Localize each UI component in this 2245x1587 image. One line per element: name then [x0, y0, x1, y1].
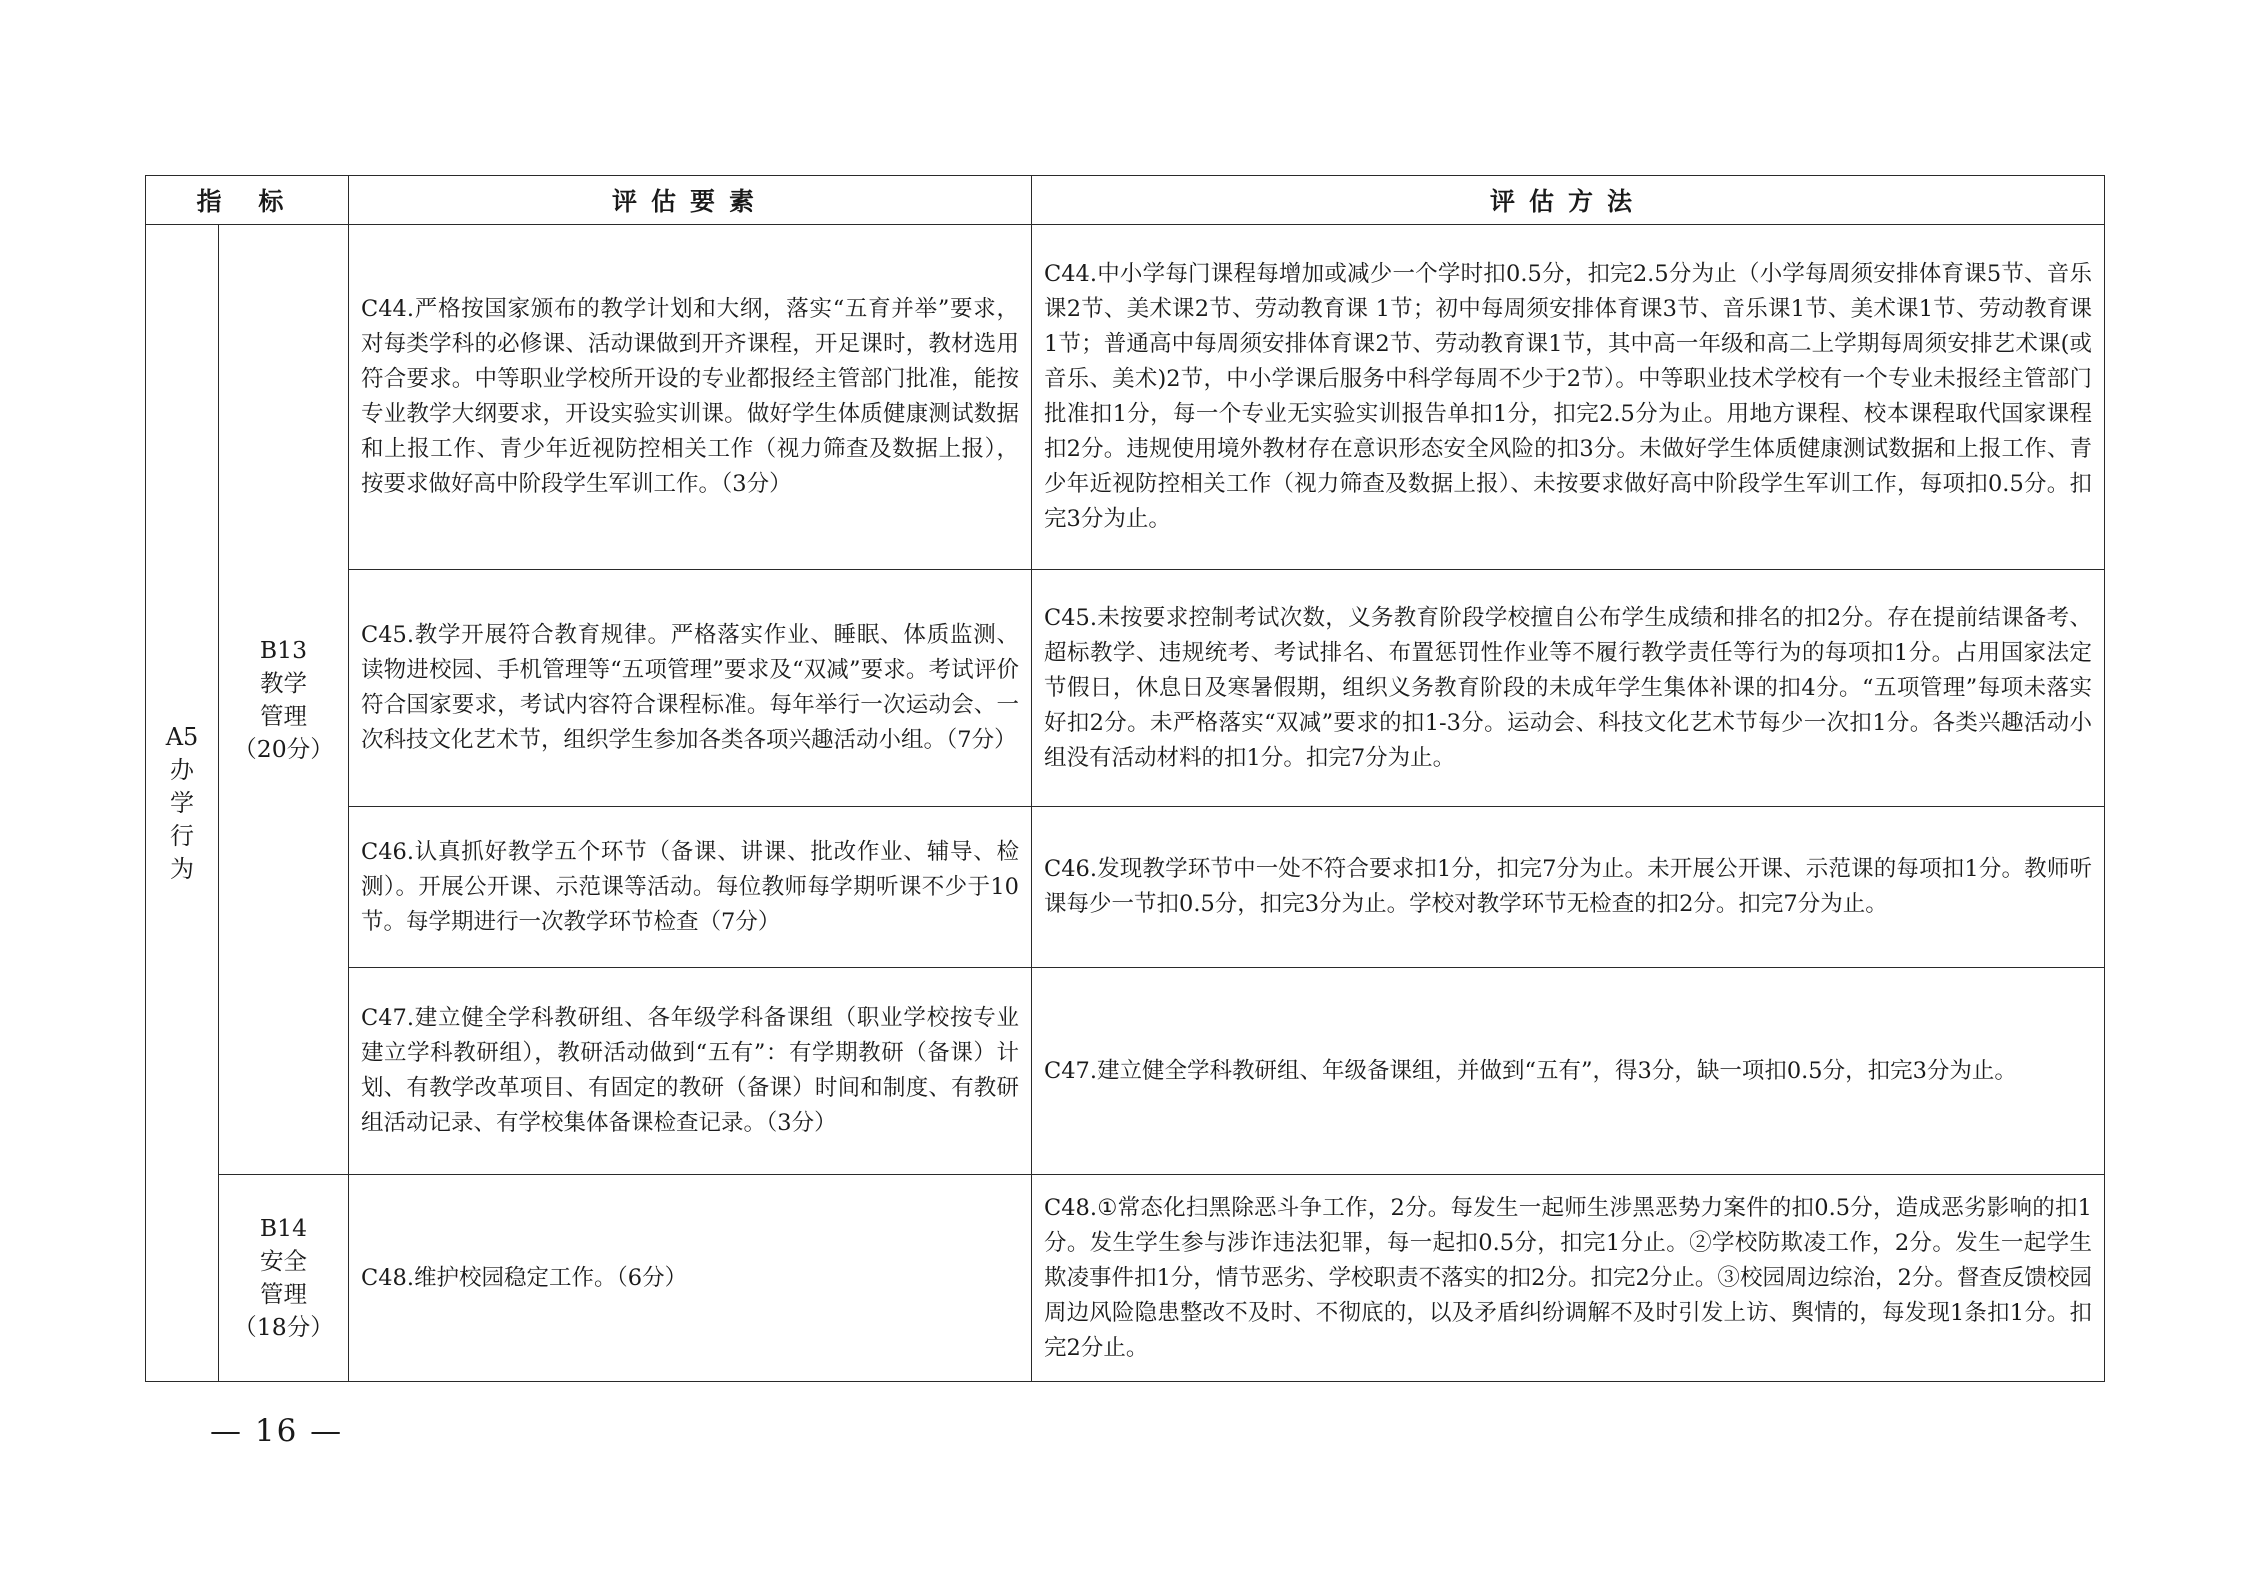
method-c44: C44.中小学每门课程每增加或减少一个学时扣0.5分，扣完2.5分为止（小学每周须安排体育课5节、音乐课2节、美术课2节、劳动教育课 1节；初中每周须安排体育课3节、音乐课1节、美术课1节、劳动教育课1节；普通高中每周须安排体育课2节、劳动教育课1节，其中高一年级和高二上学期每周须安排艺术课(或音乐、美术)2节，中小学课后服务中科学每周不少于2节）。中等职业技术学校有一个专业未报经主管部门批准扣1分，每一个专业无实验实训报告单扣1分，扣完2.5分为止。用地方课程、校本课程取代国家课程扣2分。违规使用境外教材存在意识形态安全风险的扣3分。未做好学生体质健康测试数据和上报工作、青少年近视防控相关工作（视力筛查及数据上报）、未按要求做好高中阶段学生军训工作，每项扣0.5分。扣完3分为止。 — [1032, 225, 2105, 570]
table-row-c45 — [146, 570, 2105, 807]
b13-code: B13 — [259, 635, 308, 664]
a-indicator-cell — [146, 225, 219, 1382]
element-c45: C45.教学开展符合教育规律。严格落实作业、睡眠、体质监测、读物进校园、手机管理等“五项管理”要求及“双减”要求。考试评价符合国家要求，考试内容符合课程标准。每年举行一次运动会、一次科技文化艺术节，组织学生参加各类各项兴趣活动小组。（7分） — [349, 570, 1032, 807]
table-row-c47 — [146, 968, 2105, 1175]
table-row-c46 — [146, 807, 2105, 968]
table-row-c48 — [146, 1175, 2105, 1382]
b13-indicator-cell — [219, 225, 349, 1175]
b13-points: （20分） — [233, 734, 334, 763]
method-c47: C47.建立健全学科教研组、年级备课组，并做到“五有”，得3分，缺一项扣0.5分，扣完3分为止。 — [1032, 968, 2105, 1175]
header-method: 评估方法 — [1032, 176, 2105, 225]
b13-name: 教学管理 — [260, 668, 307, 730]
table-row-c44 — [146, 225, 2105, 570]
a-indicator-label: 办学行为 — [170, 755, 194, 883]
header-indicator: 指 标 — [146, 176, 349, 225]
b14-indicator-cell — [219, 1175, 349, 1382]
method-c45: C45.未按要求控制考试次数，义务教育阶段学校擅自公布学生成绩和排名的扣2分。存在提前结课备考、超标教学、违规统考、考试排名、布置惩罚性作业等不履行教学责任等行为的每项扣1分。占用国家法定节假日，休息日及寒暑假期，组织义务教育阶段的未成年学生集体补课的扣4分。“五项管理”每项未落实好扣2分。未严格落实“双减”要求的扣1-3分。运动会、科技文化艺术节每少一次扣1分。各类兴趣活动小组没有活动材料的扣1分。扣完7分为止。 — [1032, 570, 2105, 807]
page-number: — 16 — — [210, 1413, 344, 1449]
b14-code: B14 — [259, 1214, 308, 1242]
method-c46: C46.发现教学环节中一处不符合要求扣1分，扣完7分为止。未开展公开课、示范课的每项扣1分。教师听课每少一节扣0.5分，扣完3分为止。学校对教学环节无检查的扣2分。扣完7分为止。 — [1032, 807, 2105, 968]
element-c47: C47.建立健全学科教研组、各年级学科备课组（职业学校按专业建立学科教研组），教研活动做到“五有”：有学期教研（备课）计划、有教学改革项目、有固定的教研（备课）时间和制度、有教研组活动记录、有学校集体备课检查记录。（3分） — [349, 968, 1032, 1175]
header-elements: 评估要素 — [349, 176, 1032, 225]
table-header-row — [146, 176, 2105, 225]
b14-points: （18分） — [233, 1313, 334, 1341]
method-c48: C48.①常态化扫黑除恶斗争工作，2分。每发生一起师生涉黑恶势力案件的扣0.5分，造成恶劣影响的扣1分。发生学生参与涉诈违法犯罪，每一起扣0.5分，扣完1分止。②学校防欺凌工作，2分。发生一起学生欺凌事件扣1分，情节恶劣、学校职责不落实的扣2分。扣完2分止。③校园周边综治，2分。督查反馈校园周边风险隐患整改不及时、不彻底的，以及矛盾纠纷调解不及时引发上访、舆情的，每发现1条扣1分。扣完2分止。 — [1032, 1175, 2105, 1382]
element-c44: C44.严格按国家颁布的教学计划和大纲，落实“五育并举”要求，对每类学科的必修课、活动课做到开齐课程，开足课时，教材选用符合要求。中等职业学校所开设的专业都报经主管部门批准，能按专业教学大纲要求，开设实验实训课。做好学生体质健康测试数据和上报工作、青少年近视防控相关工作（视力筛查及数据上报），按要求做好高中阶段学生军训工作。（3分） — [349, 225, 1032, 570]
evaluation-table — [145, 175, 2105, 1382]
b14-name: 安全管理 — [260, 1247, 307, 1308]
element-c46: C46.认真抓好教学五个环节（备课、讲课、批改作业、辅导、检测）。开展公开课、示范课等活动。每位教师每学期听课不少于10节。每学期进行一次教学环节检查（7分） — [349, 807, 1032, 968]
element-c48: C48.维护校园稳定工作。（6分） — [349, 1175, 1032, 1382]
a-indicator-code: A5 — [165, 722, 199, 751]
